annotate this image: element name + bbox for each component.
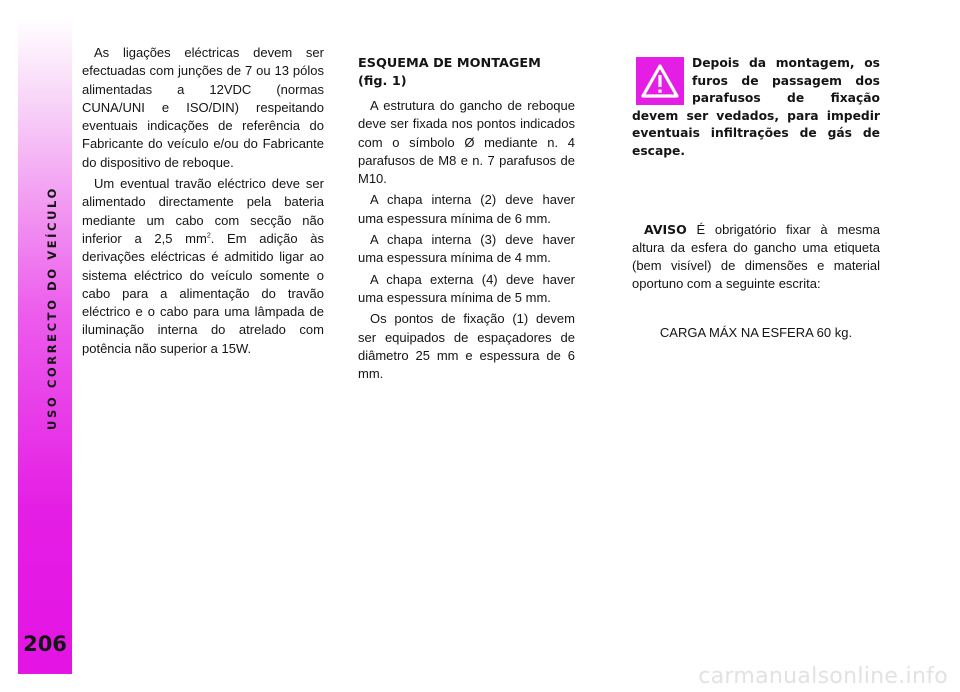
column-2 (358, 55, 575, 386)
notice-label: AVISO (644, 221, 687, 237)
superscript: 2 (206, 232, 211, 240)
paragraph-inner-plate-2: A chapa interna (2) deve haver uma espessura mínima de 6 mm. (358, 192, 575, 226)
column-1 (82, 44, 324, 361)
page-number: 206 (23, 632, 67, 656)
warning-text: Depois da montagem, os furos de passagem dos parafusos de fixação devem ser vedados, para impedir eventuais infiltrações de gás de escape. (632, 56, 880, 158)
watermark: carmanualsonline.info (698, 664, 948, 689)
column-3 (632, 55, 880, 342)
sidebar (18, 18, 72, 674)
notice-text: É obrigatório fixar à mesma altura da esfera do gancho uma etiqueta (bem visível) de dimensões e material oportuno com a seguinte escrita: (632, 221, 880, 292)
paragraph-structure-fixing: A estrutura do gancho de reboque deve ser fixada nos pontos indicados com o símbolo Ø mediante n. 4 parafusos de M8 e n. 7 parafusos de M10. (358, 98, 575, 187)
label-text: CARGA MÁX NA ESFERA 60 kg. (659, 324, 853, 340)
paragraph-electric-brake-part1: Um eventual travão eléctrico deve ser alimentado directamente pela bateria mediante um cabo com secção não inferior a 2,5 mm (82, 176, 324, 246)
notice (632, 221, 880, 294)
paragraph-electrical-connections: As ligações eléctricas devem ser efectuadas com junções de 7 ou 13 pólos alimentadas a 12VDC (normas CUNA/UNI e ISO/DIN) respeitando eventuais indicações de referência do Fabricante do veículo e/ou do Fabricante do dispositivo de reboque. (82, 45, 324, 170)
section-title: USO CORRECTO DO VEÍCULO (45, 186, 59, 430)
heading-title: ESQUEMA DE MONTAGEM (358, 56, 541, 71)
section-heading (358, 55, 575, 91)
heading-paren-open: ( (358, 74, 364, 89)
heading-paren-close: ) (400, 74, 407, 89)
paragraph-electric-brake (82, 175, 324, 358)
paragraph-electric-brake-part2: . Em adição às derivações eléctricas é admitido ligar ao sistema eléctrico do veículo somente o cabo para a alimentação do travão eléctrico e o cabo para uma lâmpada de iluminação interna do atrelado com potência não superior a 15W. (82, 230, 324, 356)
warning-box (632, 55, 880, 161)
paragraph-fixing-points: Os pontos de fixação (1) devem ser equipados de espaçadores de diâmetro 25 mm e espessura de 6 mm. (358, 311, 575, 382)
warning-triangle-icon (636, 57, 684, 105)
figure-reference: fig. 1 (363, 74, 401, 89)
paragraph-inner-plate-3: A chapa interna (3) deve haver uma espessura mínima de 4 mm. (358, 232, 575, 266)
paragraph-outer-plate-4: A chapa externa (4) deve haver uma espessura mínima de 5 mm. (358, 271, 575, 305)
